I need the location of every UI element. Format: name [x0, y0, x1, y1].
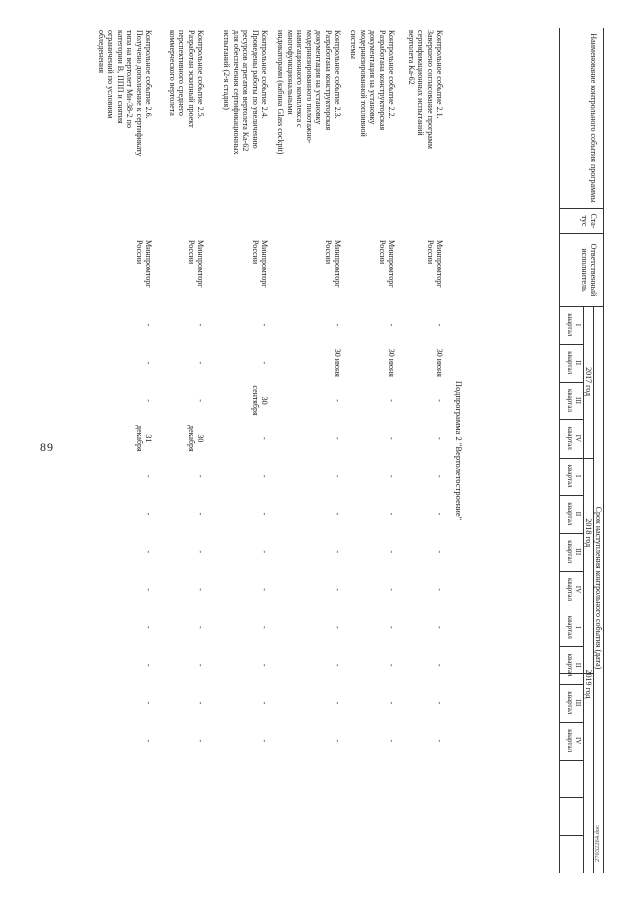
event-name-line: индикаторами (кабина Glass cockpit)	[276, 30, 286, 155]
event-name	[167, 30, 205, 206]
year-header: 2019 год	[584, 669, 593, 699]
event-name-line: Контрольное событие 2.5.	[196, 30, 205, 119]
quarter-number: IV	[574, 737, 582, 745]
event-name-line: коммерческого вертолета	[167, 30, 177, 116]
responsible-line: России	[377, 240, 387, 265]
quarter-label: квартал	[565, 540, 574, 564]
quarter-header	[566, 344, 582, 382]
responsible-line: России	[134, 240, 144, 265]
deadline-cell: -	[387, 437, 396, 440]
quarter-header	[566, 533, 582, 571]
deadline-cell: -	[144, 701, 153, 705]
event-name-line: категории В, ППП и снятия	[115, 30, 125, 124]
quarter-header	[566, 684, 582, 722]
responsible-executor	[250, 240, 269, 312]
event-name-line: Контрольное событие 2.4.	[260, 30, 269, 119]
deadline-cell: -	[144, 626, 153, 629]
deadline-cell: -	[333, 512, 342, 516]
responsible-line: России	[323, 240, 333, 265]
deadline-cell: -	[196, 626, 205, 629]
deadline-cell: -	[260, 361, 269, 365]
deadline-cell: -	[144, 361, 153, 365]
event-name-line: Контрольное событие 2.1.	[435, 30, 444, 119]
column-header-status: Ста- тус	[579, 213, 598, 229]
deadline-cell: -	[435, 588, 444, 591]
quarter-number: I	[574, 626, 582, 629]
deadline-cell: -	[260, 588, 269, 591]
deadline-cell: -	[435, 399, 444, 402]
deadline-cell: -	[144, 739, 153, 743]
year-header: 2018 год	[584, 518, 593, 548]
quarter-number: I	[574, 323, 582, 327]
deadline-cell: -	[260, 626, 269, 629]
document-code: 27032264.doc	[594, 824, 601, 862]
deadline-cell: -	[435, 550, 444, 554]
responsible-executor	[323, 240, 342, 312]
deadline-cell: -	[387, 739, 396, 743]
quarter-header	[566, 306, 582, 344]
event-name-line: модернизированной топливной	[358, 30, 368, 137]
event-name-line: Проведены работы по увеличению	[250, 30, 260, 149]
event-name	[96, 30, 153, 206]
deadline-cell: -	[387, 663, 396, 667]
deadline-cell: 30 июня	[333, 348, 342, 377]
event-name-line: вертолета Ка-62	[406, 30, 416, 85]
event-name-line: Получено дополнение к сертификату	[134, 30, 144, 157]
quarter-header	[566, 722, 582, 760]
deadline-cell: -	[260, 550, 269, 554]
deadline-cell: -	[144, 550, 153, 554]
deadline-cell: -	[435, 437, 444, 440]
event-name-line: документация на установку	[368, 30, 378, 125]
responsible-line: Минпромторг	[435, 240, 444, 288]
deadline-cell: -	[387, 626, 396, 629]
deadline-cell: -	[387, 323, 396, 327]
quarter-number: III	[574, 548, 582, 556]
quarter-label: квартал	[565, 426, 574, 450]
event-name-line: обледенения	[96, 30, 106, 74]
event-name-line: ограничений по условиям	[106, 30, 116, 119]
deadline-cell: -	[435, 323, 444, 327]
subprogram-title: Подпрограмма 2 "Вертолетостроение"	[454, 380, 464, 521]
deadline-cell: -	[435, 474, 444, 478]
deadline-cell: 31 декабря	[134, 425, 153, 452]
event-name-line: ресурсов агрегатов вертолета Ка-62	[241, 30, 251, 152]
event-name-line: Контрольное событие 2.2.	[387, 30, 396, 119]
deadline-cell: -	[196, 474, 205, 478]
deadline-cell: -	[333, 323, 342, 327]
event-name-line: для обеспечения сертификационных	[231, 30, 241, 155]
event-name-line: типа на вертолет Ми-38-2 по	[125, 30, 135, 128]
quarter-number: I	[574, 474, 582, 478]
deadline-cell: -	[260, 437, 269, 440]
deadline-cell: -	[387, 588, 396, 591]
responsible-line: России	[250, 240, 260, 265]
quarter-number: II	[574, 360, 582, 366]
event-name-line: Контрольное событие 2.6.	[144, 30, 153, 119]
event-name-line: Контрольное событие 2.3.	[333, 30, 342, 119]
deadline-cell: -	[196, 739, 205, 743]
responsible-line: Минпромторг	[260, 240, 269, 288]
responsible-executor	[425, 240, 444, 312]
deadline-cell: -	[387, 512, 396, 516]
quarter-header	[566, 571, 582, 609]
quarter-label: квартал	[565, 502, 574, 526]
deadline-cell: -	[333, 701, 342, 705]
deadline-cell: 30 июня	[435, 348, 444, 377]
deadline-cell: -	[144, 588, 153, 591]
deadline-cell: -	[144, 399, 153, 402]
event-name-line: Разработана конструкторская	[323, 30, 333, 131]
quarter-label: квартал	[565, 389, 574, 412]
column-header-deadline: Срок наступления контрольного события (дата)	[594, 506, 603, 670]
quarter-label: квартал	[565, 653, 574, 677]
deadline-cell: -	[260, 739, 269, 743]
deadline-cell: -	[333, 739, 342, 743]
quarter-label: квартал	[565, 313, 574, 337]
deadline-cell: -	[144, 512, 153, 516]
deadline-cell: -	[435, 512, 444, 516]
event-name	[222, 30, 269, 206]
event-name-line: модернизированного пилотажно-	[304, 30, 314, 144]
event-name-line: Разработан эскизный проект	[186, 30, 196, 128]
event-name-line: сертификационных испытаний	[416, 30, 426, 136]
deadline-cell: -	[196, 512, 205, 516]
responsible-line: России	[425, 240, 435, 265]
quarter-header	[566, 495, 582, 533]
deadline-cell: -	[333, 663, 342, 667]
deadline-cell: -	[333, 626, 342, 629]
quarter-label: квартал	[565, 615, 574, 639]
responsible-executor	[134, 240, 153, 312]
deadline-cell: -	[196, 323, 205, 327]
responsible-line: Минпромторг	[196, 240, 205, 288]
year-header: 2017 год	[584, 367, 593, 397]
event-name-line: навигационного комплекса с	[295, 30, 305, 128]
event-name-line: Завершено согласование программ	[425, 30, 435, 149]
deadline-cell: -	[435, 663, 444, 667]
event-name-line: испытаний (2-я стадия)	[222, 30, 232, 110]
deadline-cell: 30 июня	[387, 348, 396, 377]
deadline-cell: -	[387, 399, 396, 402]
responsible-line: Минпромторг	[144, 240, 153, 288]
quarter-number: II	[574, 511, 582, 517]
deadline-cell: 30 сентября	[250, 385, 269, 416]
deadline-cell: -	[144, 323, 153, 327]
quarter-header	[566, 646, 582, 684]
event-name-line: Разработана конструкторская	[377, 30, 387, 131]
deadline-cell: -	[196, 701, 205, 705]
deadline-cell: -	[333, 588, 342, 591]
deadline-cell: -	[333, 399, 342, 402]
quarter-label: квартал	[565, 351, 574, 375]
quarter-header	[566, 382, 582, 420]
deadline-cell: -	[196, 588, 205, 591]
deadline-cell: -	[387, 701, 396, 705]
event-name	[349, 30, 396, 206]
quarter-header	[566, 608, 582, 646]
deadline-cell: 30 декабря	[186, 425, 205, 452]
deadline-cell: -	[144, 663, 153, 667]
deadline-cell: -	[435, 626, 444, 629]
deadline-cell: -	[196, 550, 205, 554]
deadline-cell: -	[196, 663, 205, 667]
responsible-executor	[186, 240, 205, 312]
responsible-line: России	[186, 240, 196, 265]
deadline-cell: -	[260, 663, 269, 667]
deadline-cell: -	[333, 437, 342, 440]
event-name	[276, 30, 342, 206]
quarter-number: III	[574, 699, 582, 707]
quarter-header	[566, 457, 582, 495]
responsible-executor	[377, 240, 396, 312]
quarter-label: квартал	[565, 729, 574, 753]
quarter-number: IV	[574, 585, 582, 594]
deadline-cell: -	[333, 550, 342, 554]
page-number: 89	[40, 440, 54, 454]
deadline-cell: -	[387, 474, 396, 478]
quarter-label: квартал	[565, 578, 574, 601]
deadline-cell: -	[387, 550, 396, 554]
deadline-cell: -	[435, 701, 444, 705]
event-name-line: многофункциональными	[285, 30, 295, 115]
deadline-cell: -	[260, 701, 269, 705]
event-name-line: документация на установку	[314, 30, 324, 125]
responsible-line: Минпромторг	[387, 240, 396, 288]
event-name	[406, 30, 444, 206]
deadline-cell: -	[196, 361, 205, 365]
quarter-number: III	[574, 396, 582, 404]
deadline-cell: -	[260, 474, 269, 478]
quarter-number: II	[574, 662, 582, 668]
deadline-cell: -	[260, 512, 269, 516]
quarter-label: квартал	[565, 691, 574, 715]
deadline-cell: -	[196, 399, 205, 402]
column-header-responsible: Ответственный исполнитель	[579, 243, 598, 297]
quarter-header	[566, 419, 582, 457]
control-events-table	[42, 28, 604, 873]
event-name-line: системы	[349, 30, 359, 59]
quarter-label: квартал	[565, 464, 574, 488]
deadline-cell: -	[144, 474, 153, 478]
deadline-cell: -	[333, 474, 342, 478]
event-name-line: перспективного среднего	[177, 30, 187, 116]
deadline-cell: -	[260, 323, 269, 327]
quarter-number: IV	[574, 434, 582, 442]
deadline-cell: -	[435, 739, 444, 743]
column-header-event-name: Наименование контрольного события программы	[589, 33, 598, 203]
responsible-line: Минпромторг	[333, 240, 342, 288]
